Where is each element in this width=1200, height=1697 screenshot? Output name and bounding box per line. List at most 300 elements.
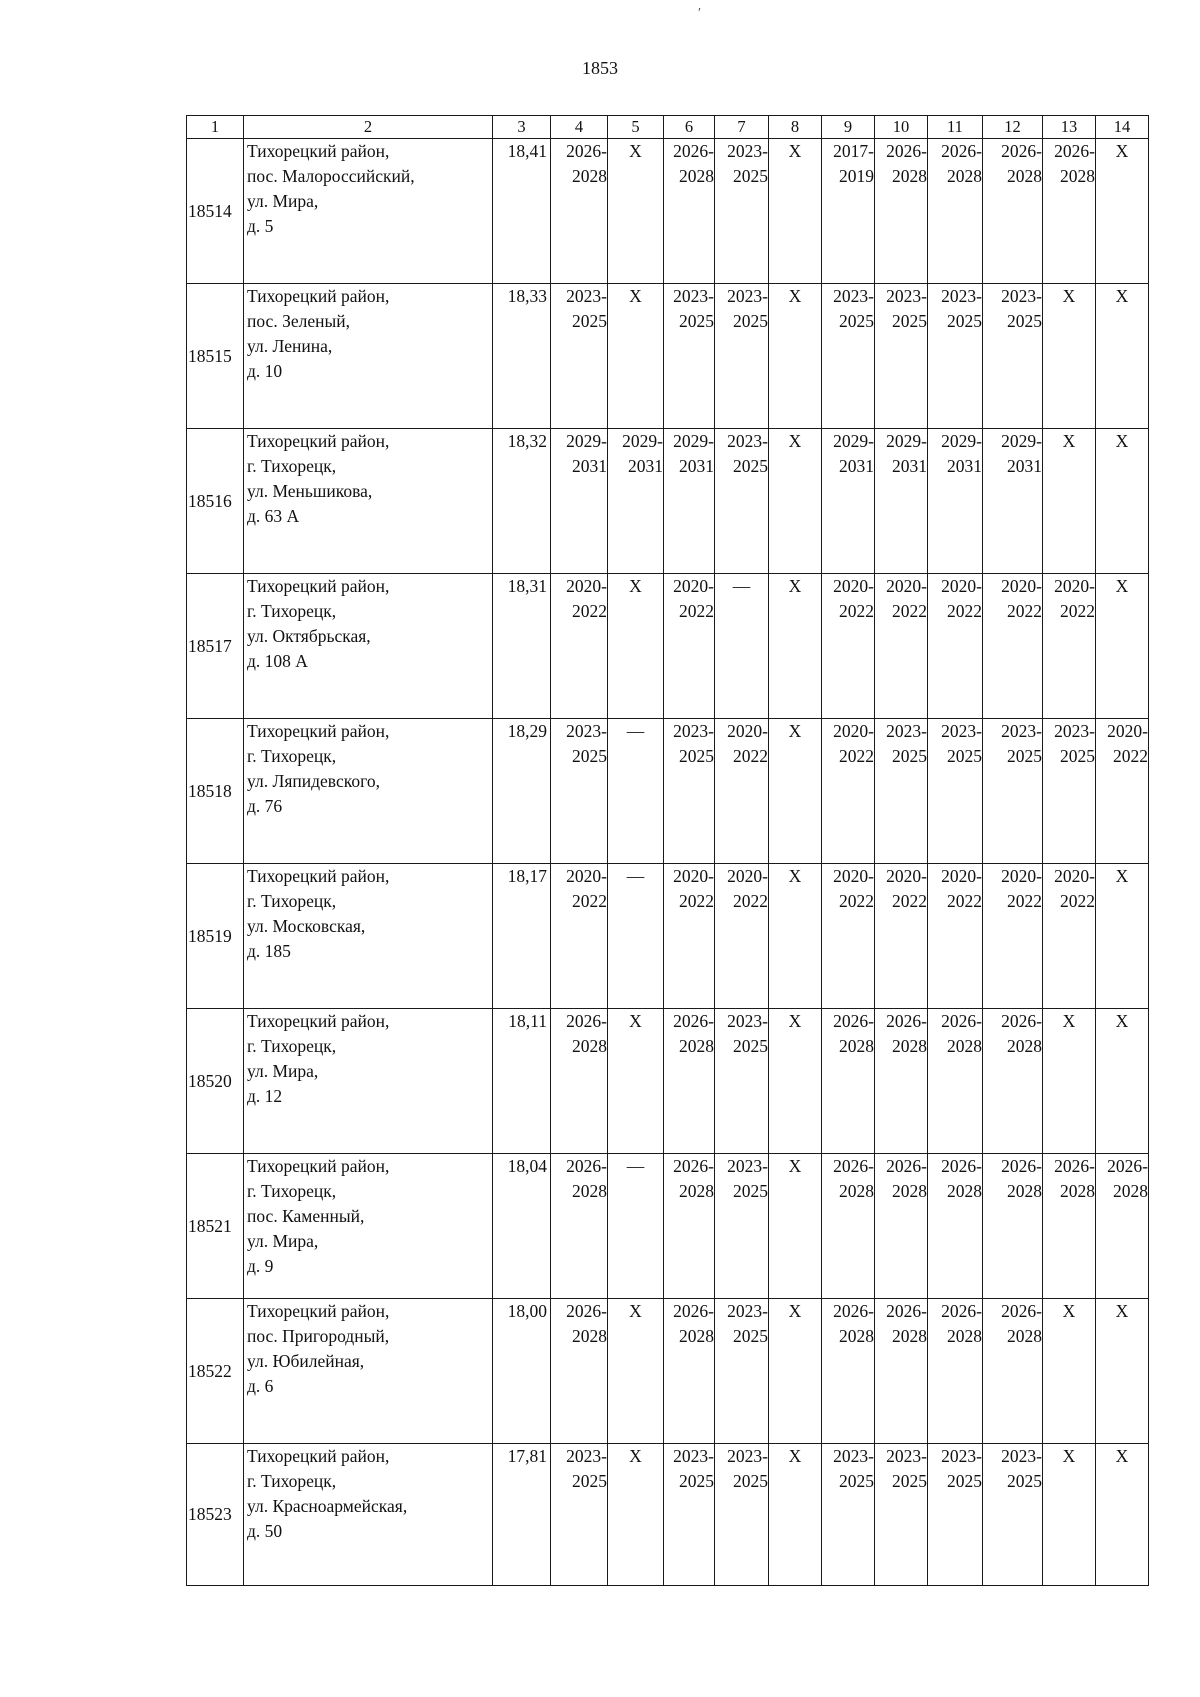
period-year: 2020-: [941, 866, 982, 886]
period-cell: [664, 864, 715, 1009]
period-cell: [664, 139, 715, 284]
row-number: 18520: [187, 1009, 244, 1154]
period-cell: [551, 284, 608, 429]
address-line: Тихорецкий район,: [247, 1446, 390, 1466]
period-mark: Х: [629, 1301, 642, 1321]
period-cell: [551, 1154, 608, 1299]
period-year: 2026-: [886, 1301, 927, 1321]
period-year: 2025: [733, 166, 768, 186]
address-cell: [244, 1444, 493, 1586]
address-line: Тихорецкий район,: [247, 1011, 390, 1031]
period-year: 2022: [1007, 891, 1042, 911]
period-year: 2022: [679, 601, 714, 621]
period-year: 2028: [1060, 166, 1095, 186]
address-line: Тихорецкий район,: [247, 576, 390, 596]
period-cell: [1043, 574, 1096, 719]
period-year: 2023-: [727, 1011, 768, 1031]
period-year: 2026-: [1001, 1011, 1042, 1031]
period-cell: [769, 719, 822, 864]
period-cell: [664, 574, 715, 719]
period-year: 2022: [1007, 601, 1042, 621]
period-year: 2022: [839, 601, 874, 621]
period-cell: [1096, 429, 1149, 574]
period-cell: [983, 1154, 1043, 1299]
period-year: 2029-: [622, 431, 663, 451]
period-year: 2023-: [1001, 1446, 1042, 1466]
period-cell: [822, 1444, 875, 1586]
address-line: пос. Пригородный,: [247, 1326, 390, 1346]
address-line: д. 108 А: [247, 651, 308, 671]
period-cell: [715, 574, 769, 719]
period-cell: [1043, 1009, 1096, 1154]
period-year: 2023-: [673, 721, 714, 741]
period-cell: [875, 139, 928, 284]
period-year: 2026-: [833, 1156, 874, 1176]
period-cell: [875, 1444, 928, 1586]
address-cell: [244, 719, 493, 864]
period-mark: —: [626, 721, 645, 741]
period-mark: Х: [788, 866, 802, 886]
period-year: 2029-: [833, 431, 874, 451]
period-year: 2025: [733, 1181, 768, 1201]
period-mark: Х: [788, 286, 802, 306]
period-year: 2026-: [833, 1301, 874, 1321]
period-year: 2026-: [673, 141, 714, 161]
address-cell: [244, 139, 493, 284]
period-year: 2023-: [727, 1301, 768, 1321]
address-cell: [244, 1154, 493, 1299]
period-cell: [1043, 1444, 1096, 1586]
period-cell: [551, 1009, 608, 1154]
period-cell: [1096, 284, 1149, 429]
period-cell: [983, 1444, 1043, 1586]
period-cell: [983, 1299, 1043, 1444]
period-year: 2023-: [886, 286, 927, 306]
address-cell: [244, 284, 493, 429]
period-mark: Х: [1115, 1301, 1129, 1321]
header-cell: 10: [875, 116, 928, 139]
period-year: 2028: [1007, 166, 1042, 186]
period-year: 2023-: [727, 1446, 768, 1466]
period-year: 2023-: [1001, 721, 1042, 741]
period-year: 2022: [1060, 891, 1095, 911]
period-year: 2026-: [566, 1156, 607, 1176]
period-cell: [928, 1009, 983, 1154]
period-mark: Х: [1115, 431, 1129, 451]
period-cell: [664, 284, 715, 429]
address-line: Тихорецкий район,: [247, 141, 390, 161]
period-cell: [928, 1299, 983, 1444]
period-mark: Х: [1115, 576, 1129, 596]
register-table: [186, 115, 1149, 1586]
period-mark: —: [626, 866, 645, 886]
header-cell: 4: [551, 116, 608, 139]
period-year: 2026-: [833, 1011, 874, 1031]
period-cell: [1096, 139, 1149, 284]
address-line: Тихорецкий район,: [247, 866, 390, 886]
period-year: 2025: [733, 1326, 768, 1346]
scan-mark: ′: [698, 6, 702, 21]
address-line: д. 12: [247, 1086, 283, 1106]
header-cell: 7: [715, 116, 769, 139]
period-year: 2023-: [1054, 721, 1095, 741]
period-year: 2023-: [727, 1156, 768, 1176]
period-cell: [769, 1009, 822, 1154]
row-number: 18516: [187, 429, 244, 574]
period-year: 2026-: [566, 1301, 607, 1321]
header-cell: 2: [244, 116, 493, 139]
table-row: [187, 1299, 1149, 1444]
period-cell: [664, 719, 715, 864]
period-cell: [928, 1444, 983, 1586]
area-cell: 18,32: [493, 429, 551, 574]
period-year: 2020-: [1001, 866, 1042, 886]
period-year: 2017-: [833, 141, 874, 161]
row-number: 18518: [187, 719, 244, 864]
table-row: [187, 574, 1149, 719]
period-cell: [1096, 1299, 1149, 1444]
period-year: 2026-: [886, 1011, 927, 1031]
header-cell: 11: [928, 116, 983, 139]
period-year: 2025: [572, 1471, 607, 1491]
period-year: 2031: [892, 456, 927, 476]
period-year: 2022: [572, 601, 607, 621]
period-cell: [1043, 864, 1096, 1009]
period-cell: [822, 1154, 875, 1299]
period-cell: [551, 1299, 608, 1444]
period-mark: Х: [788, 1011, 802, 1031]
address-line: д. 185: [247, 941, 291, 961]
period-mark: Х: [1115, 141, 1129, 161]
period-cell: [928, 429, 983, 574]
period-mark: Х: [629, 286, 642, 306]
period-year: 2020-: [1107, 721, 1148, 741]
period-cell: [1096, 864, 1149, 1009]
address-line: ул. Московская,: [247, 916, 366, 936]
period-cell: [928, 1154, 983, 1299]
period-cell: [715, 864, 769, 1009]
period-cell: [664, 429, 715, 574]
period-cell: [608, 719, 664, 864]
period-year: 2029-: [886, 431, 927, 451]
period-year: 2028: [839, 1181, 874, 1201]
address-line: ул. Юбилейная,: [247, 1351, 365, 1371]
period-year: 2023-: [1001, 286, 1042, 306]
period-cell: [715, 1299, 769, 1444]
row-number: 18517: [187, 574, 244, 719]
period-year: 2026-: [941, 1011, 982, 1031]
period-year: 2022: [892, 891, 927, 911]
table-row: [187, 284, 1149, 429]
period-mark: Х: [788, 721, 802, 741]
period-year: 2031: [1007, 456, 1042, 476]
period-cell: [1043, 1154, 1096, 1299]
period-year: 2020-: [566, 866, 607, 886]
period-year: 2023-: [941, 286, 982, 306]
area-cell: 17,81: [493, 1444, 551, 1586]
period-year: 2028: [947, 166, 982, 186]
area-cell: 18,29: [493, 719, 551, 864]
header-cell: 3: [493, 116, 551, 139]
period-cell: [1043, 719, 1096, 864]
period-cell: [608, 1009, 664, 1154]
period-year: 2026-: [566, 1011, 607, 1031]
period-year: 2028: [892, 1181, 927, 1201]
address-line: ул. Меньшикова,: [247, 481, 373, 501]
period-year: 2023-: [886, 721, 927, 741]
period-cell: [875, 284, 928, 429]
period-mark: Х: [1062, 1446, 1076, 1466]
address-line: д. 76: [247, 796, 283, 816]
address-line: г. Тихорецк,: [247, 601, 337, 621]
address-line: Тихорецкий район,: [247, 286, 390, 306]
period-year: 2022: [892, 601, 927, 621]
period-mark: Х: [788, 1446, 802, 1466]
period-year: 2025: [1007, 311, 1042, 331]
period-cell: [664, 1154, 715, 1299]
header-row: [187, 116, 1149, 139]
period-cell: [551, 139, 608, 284]
period-mark: Х: [629, 1011, 642, 1031]
area-cell: 18,41: [493, 139, 551, 284]
period-year: 2023-: [566, 286, 607, 306]
address-line: ул. Мира,: [247, 1061, 319, 1081]
period-cell: [715, 429, 769, 574]
period-year: 2026-: [941, 1301, 982, 1321]
period-cell: [822, 574, 875, 719]
address-line: г. Тихорецк,: [247, 1181, 337, 1201]
period-year: 2025: [1007, 746, 1042, 766]
period-cell: [551, 429, 608, 574]
period-cell: [983, 1009, 1043, 1154]
period-year: 2025: [733, 1471, 768, 1491]
period-year: 2028: [892, 1326, 927, 1346]
area-cell: 18,31: [493, 574, 551, 719]
table-body: [187, 116, 1149, 1586]
area-cell: 18,17: [493, 864, 551, 1009]
period-mark: Х: [1115, 1446, 1129, 1466]
period-year: 2031: [839, 456, 874, 476]
row-number: 18515: [187, 284, 244, 429]
period-cell: [608, 429, 664, 574]
row-number: 18523: [187, 1444, 244, 1586]
period-year: 2023-: [727, 141, 768, 161]
period-cell: [715, 1444, 769, 1586]
period-year: 2028: [839, 1326, 874, 1346]
address-line: ул. Октябрьская,: [247, 626, 371, 646]
row-number: 18521: [187, 1154, 244, 1299]
table-row: [187, 429, 1149, 574]
period-year: 2025: [679, 311, 714, 331]
period-mark: Х: [629, 576, 642, 596]
address-line: ул. Красноармейская,: [247, 1496, 408, 1516]
period-cell: [875, 719, 928, 864]
period-cell: [608, 1299, 664, 1444]
period-year: 2022: [839, 891, 874, 911]
period-year: 2022: [1113, 746, 1148, 766]
period-mark: Х: [788, 1156, 802, 1176]
period-year: 2020-: [886, 866, 927, 886]
period-cell: [769, 574, 822, 719]
period-cell: [822, 429, 875, 574]
period-mark: Х: [629, 1446, 642, 1466]
period-year: 2023-: [566, 1446, 607, 1466]
period-cell: [715, 284, 769, 429]
address-line: ул. Ленина,: [247, 336, 333, 356]
period-cell: [608, 574, 664, 719]
period-year: 2029-: [941, 431, 982, 451]
period-cell: [822, 139, 875, 284]
period-year: 2028: [839, 1036, 874, 1056]
row-number: 18522: [187, 1299, 244, 1444]
period-year: 2022: [1060, 601, 1095, 621]
address-line: г. Тихорецк,: [247, 891, 337, 911]
address-line: Тихорецкий район,: [247, 1156, 390, 1176]
period-cell: [928, 284, 983, 429]
period-cell: [1096, 719, 1149, 864]
address-line: Тихорецкий район,: [247, 721, 390, 741]
period-year: 2020-: [673, 866, 714, 886]
period-cell: [715, 1154, 769, 1299]
period-cell: [928, 139, 983, 284]
period-year: 2028: [679, 1036, 714, 1056]
period-year: 2022: [733, 746, 768, 766]
period-cell: [769, 284, 822, 429]
table-row: [187, 1009, 1149, 1154]
period-cell: [928, 864, 983, 1009]
period-year: 2028: [892, 1036, 927, 1056]
period-year: 2028: [947, 1036, 982, 1056]
period-year: 2020-: [1001, 576, 1042, 596]
period-year: 2028: [1007, 1181, 1042, 1201]
period-year: 2026-: [673, 1301, 714, 1321]
period-year: 2025: [839, 311, 874, 331]
period-cell: [551, 574, 608, 719]
period-cell: [928, 719, 983, 864]
period-year: 2023-: [833, 286, 874, 306]
address-cell: [244, 1009, 493, 1154]
period-cell: [608, 1444, 664, 1586]
period-year: 2031: [679, 456, 714, 476]
period-cell: [983, 719, 1043, 864]
period-cell: [822, 284, 875, 429]
period-year: 2031: [947, 456, 982, 476]
period-year: 2025: [1060, 746, 1095, 766]
period-mark: Х: [1062, 431, 1076, 451]
period-year: 2023-: [566, 721, 607, 741]
period-cell: [875, 864, 928, 1009]
period-cell: [664, 1009, 715, 1154]
address-cell: [244, 864, 493, 1009]
address-line: г. Тихорецк,: [247, 456, 337, 476]
period-year: 2025: [572, 311, 607, 331]
period-year: 2028: [679, 1181, 714, 1201]
period-year: 2025: [679, 1471, 714, 1491]
period-year: 2026-: [941, 1156, 982, 1176]
period-year: 2025: [733, 311, 768, 331]
period-cell: [715, 139, 769, 284]
period-year: 2028: [892, 166, 927, 186]
period-year: 2026-: [1001, 141, 1042, 161]
address-line: Тихорецкий район,: [247, 1301, 390, 1321]
period-cell: [1096, 1154, 1149, 1299]
period-year: 2023-: [673, 1446, 714, 1466]
period-year: 2025: [839, 1471, 874, 1491]
period-cell: [1096, 574, 1149, 719]
period-year: 2025: [892, 746, 927, 766]
period-cell: [983, 864, 1043, 1009]
period-cell: [551, 1444, 608, 1586]
period-cell: [1043, 1299, 1096, 1444]
period-cell: [769, 864, 822, 1009]
table-row: [187, 1444, 1149, 1586]
address-line: д. 9: [247, 1256, 274, 1276]
area-cell: 18,00: [493, 1299, 551, 1444]
address-cell: [244, 574, 493, 719]
period-mark: Х: [1062, 286, 1076, 306]
period-year: 2025: [733, 1036, 768, 1056]
period-cell: [551, 864, 608, 1009]
period-cell: [608, 139, 664, 284]
period-year: 2022: [733, 891, 768, 911]
period-year: 2020-: [833, 866, 874, 886]
period-year: 2026-: [1054, 1156, 1095, 1176]
period-cell: [875, 429, 928, 574]
period-cell: [928, 574, 983, 719]
period-cell: [664, 1299, 715, 1444]
period-year: 2028: [947, 1181, 982, 1201]
period-year: 2028: [679, 1326, 714, 1346]
period-year: 2022: [947, 891, 982, 911]
period-year: 2026-: [1107, 1156, 1148, 1176]
period-mark: Х: [788, 576, 802, 596]
period-mark: —: [626, 1156, 645, 1176]
period-year: 2028: [572, 1326, 607, 1346]
header-cell: 6: [664, 116, 715, 139]
header-cell: 9: [822, 116, 875, 139]
period-year: 2020-: [727, 721, 768, 741]
area-cell: 18,33: [493, 284, 551, 429]
period-year: 2020-: [941, 576, 982, 596]
period-year: 2028: [679, 166, 714, 186]
period-year: 2025: [892, 311, 927, 331]
period-year: 2025: [892, 1471, 927, 1491]
period-cell: [1096, 1444, 1149, 1586]
period-cell: [875, 1154, 928, 1299]
period-year: 2028: [1060, 1181, 1095, 1201]
period-mark: Х: [1062, 1301, 1076, 1321]
period-cell: [983, 284, 1043, 429]
address-line: г. Тихорецк,: [247, 746, 337, 766]
period-cell: [1096, 1009, 1149, 1154]
address-line: ул. Ляпидевского,: [247, 771, 380, 791]
period-year: 2025: [572, 746, 607, 766]
period-year: 2023-: [727, 286, 768, 306]
period-cell: [1043, 284, 1096, 429]
area-cell: 18,04: [493, 1154, 551, 1299]
period-year: 2020-: [1054, 866, 1095, 886]
address-line: пос. Каменный,: [247, 1206, 365, 1226]
period-cell: [983, 429, 1043, 574]
header-cell: 1: [187, 116, 244, 139]
period-mark: Х: [1062, 1011, 1076, 1031]
period-cell: [822, 1299, 875, 1444]
period-cell: [769, 1299, 822, 1444]
period-mark: —: [732, 576, 751, 596]
period-year: 2029-: [566, 431, 607, 451]
period-year: 2026-: [673, 1011, 714, 1031]
address-line: г. Тихорецк,: [247, 1471, 337, 1491]
